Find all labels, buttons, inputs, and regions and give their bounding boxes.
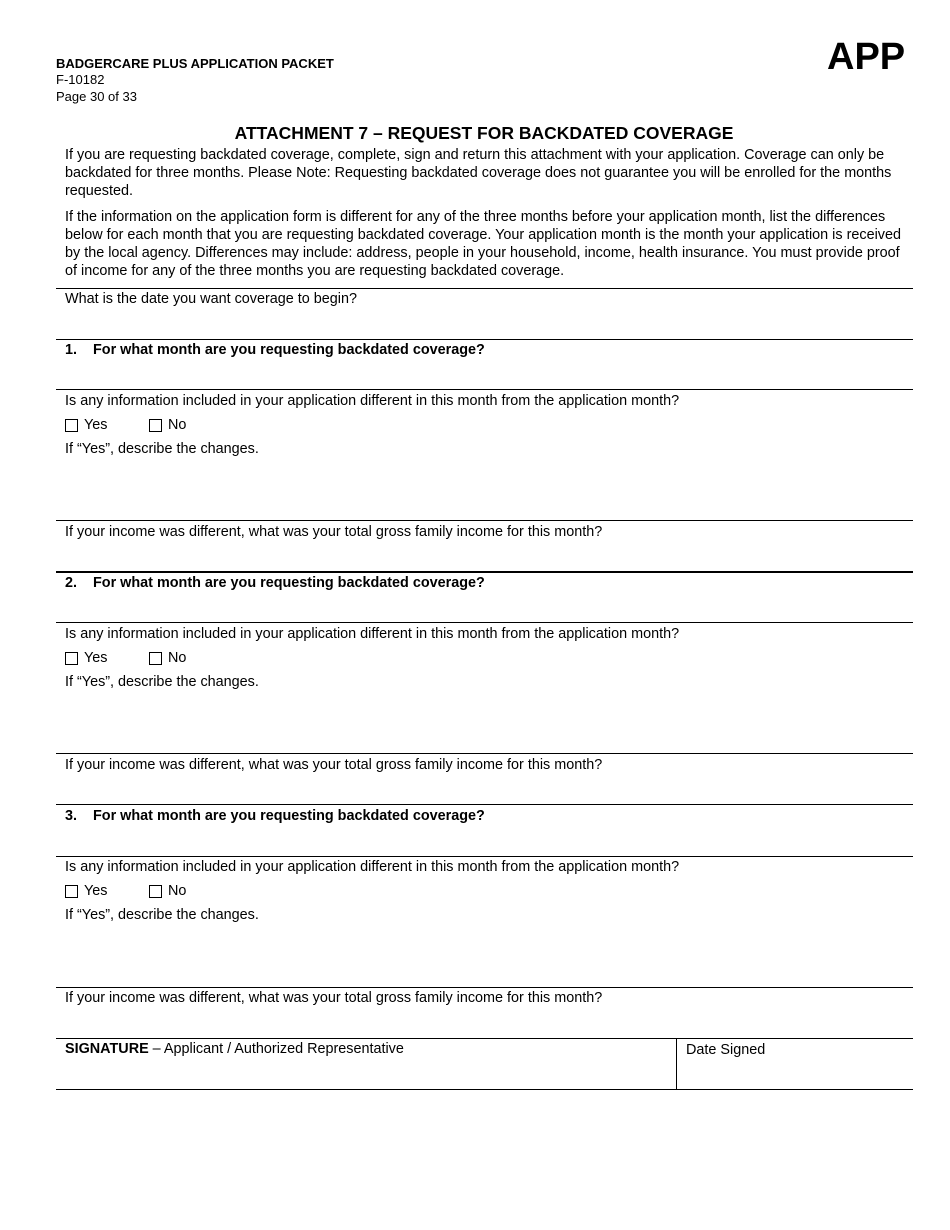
checkbox-icon (65, 652, 78, 665)
signature-label-rest: – Applicant / Authorized Representative (148, 1041, 404, 1057)
month-1-diff-question: Is any information included in your application different in this month from the application month? (65, 393, 680, 409)
month-2-number: 2. (65, 575, 78, 591)
divider (56, 987, 913, 988)
divider (56, 288, 913, 289)
signature-divider (676, 1039, 677, 1089)
divider (56, 804, 913, 805)
month-2-describe-label: If “Yes”, describe the changes. (65, 674, 259, 690)
divider (56, 1038, 913, 1039)
divider (56, 339, 913, 340)
month-3-income-question: If your income was different, what was your total gross family income for this month? (65, 990, 603, 1006)
divider (56, 571, 913, 573)
yes-label: Yes (84, 417, 108, 433)
checkbox-icon (65, 885, 78, 898)
divider (56, 520, 913, 521)
checkbox-icon (65, 419, 78, 432)
intro-paragraph-2: If the information on the application form is different for any of the three months before your application month, list the differences below for each month that you are requesting backdated coverage. Your application month is the month your application is received by the local agency. Differences may include: address, people in your household, income, health insurance. You must provide proof of income for any of the three months you are requesting backdated coverage. (65, 209, 901, 279)
divider (56, 389, 913, 390)
page-number: Page 30 of 33 (56, 89, 137, 104)
month-1-describe-label: If “Yes”, describe the changes. (65, 441, 259, 457)
month-2-yes-checkbox[interactable] (65, 650, 107, 666)
month-3-number: 3. (65, 808, 78, 824)
signature-label (65, 1041, 404, 1057)
no-label: No (168, 650, 187, 666)
month-2-no-checkbox[interactable] (149, 650, 186, 666)
month-2-diff-question: Is any information included in your application different in this month from the application month? (65, 626, 680, 642)
divider (56, 622, 913, 623)
divider (56, 1089, 913, 1090)
divider (56, 856, 913, 857)
signature-label-bold: SIGNATURE (65, 1041, 149, 1057)
month-3-yes-checkbox[interactable] (65, 883, 107, 899)
page-title: ATTACHMENT 7 – REQUEST FOR BACKDATED COVERAGE (234, 123, 734, 143)
month-1-no-checkbox[interactable] (149, 417, 186, 433)
month-1-question-text: For what month are you requesting backdated coverage? (93, 342, 485, 358)
no-label: No (168, 417, 187, 433)
month-2-question (65, 575, 485, 591)
yes-label: Yes (84, 650, 108, 666)
divider (56, 753, 913, 754)
month-3-no-checkbox[interactable] (149, 883, 186, 899)
app-badge: APP (827, 36, 906, 78)
packet-title: BADGERCARE PLUS APPLICATION PACKET (56, 56, 334, 71)
checkbox-icon (149, 652, 162, 665)
intro-paragraph-1: If you are requesting backdated coverage, complete, sign and return this attachment with your application. Coverage can only be backdated for three months. Please Note: Requesting backdated coverage does not guarantee you will be enrolled for the months requested. (65, 147, 892, 199)
month-3-question (65, 808, 485, 824)
date-signed-label: Date Signed (686, 1042, 766, 1058)
month-3-describe-label: If “Yes”, describe the changes. (65, 907, 259, 923)
no-label: No (168, 883, 187, 899)
month-2-question-text: For what month are you requesting backdated coverage? (93, 575, 485, 591)
month-3-question-text: For what month are you requesting backdated coverage? (93, 808, 485, 824)
month-2-income-question: If your income was different, what was your total gross family income for this month? (65, 757, 603, 773)
month-1-yes-checkbox[interactable] (65, 417, 107, 433)
checkbox-icon (149, 885, 162, 898)
month-1-question (65, 342, 485, 358)
form-number: F-10182 (56, 72, 105, 87)
yes-label: Yes (84, 883, 108, 899)
month-1-income-question: If your income was different, what was your total gross family income for this month? (65, 524, 603, 540)
month-3-diff-question: Is any information included in your application different in this month from the application month? (65, 859, 680, 875)
month-1-number: 1. (65, 342, 78, 358)
start-date-label: What is the date you want coverage to begin? (65, 291, 357, 307)
checkbox-icon (149, 419, 162, 432)
